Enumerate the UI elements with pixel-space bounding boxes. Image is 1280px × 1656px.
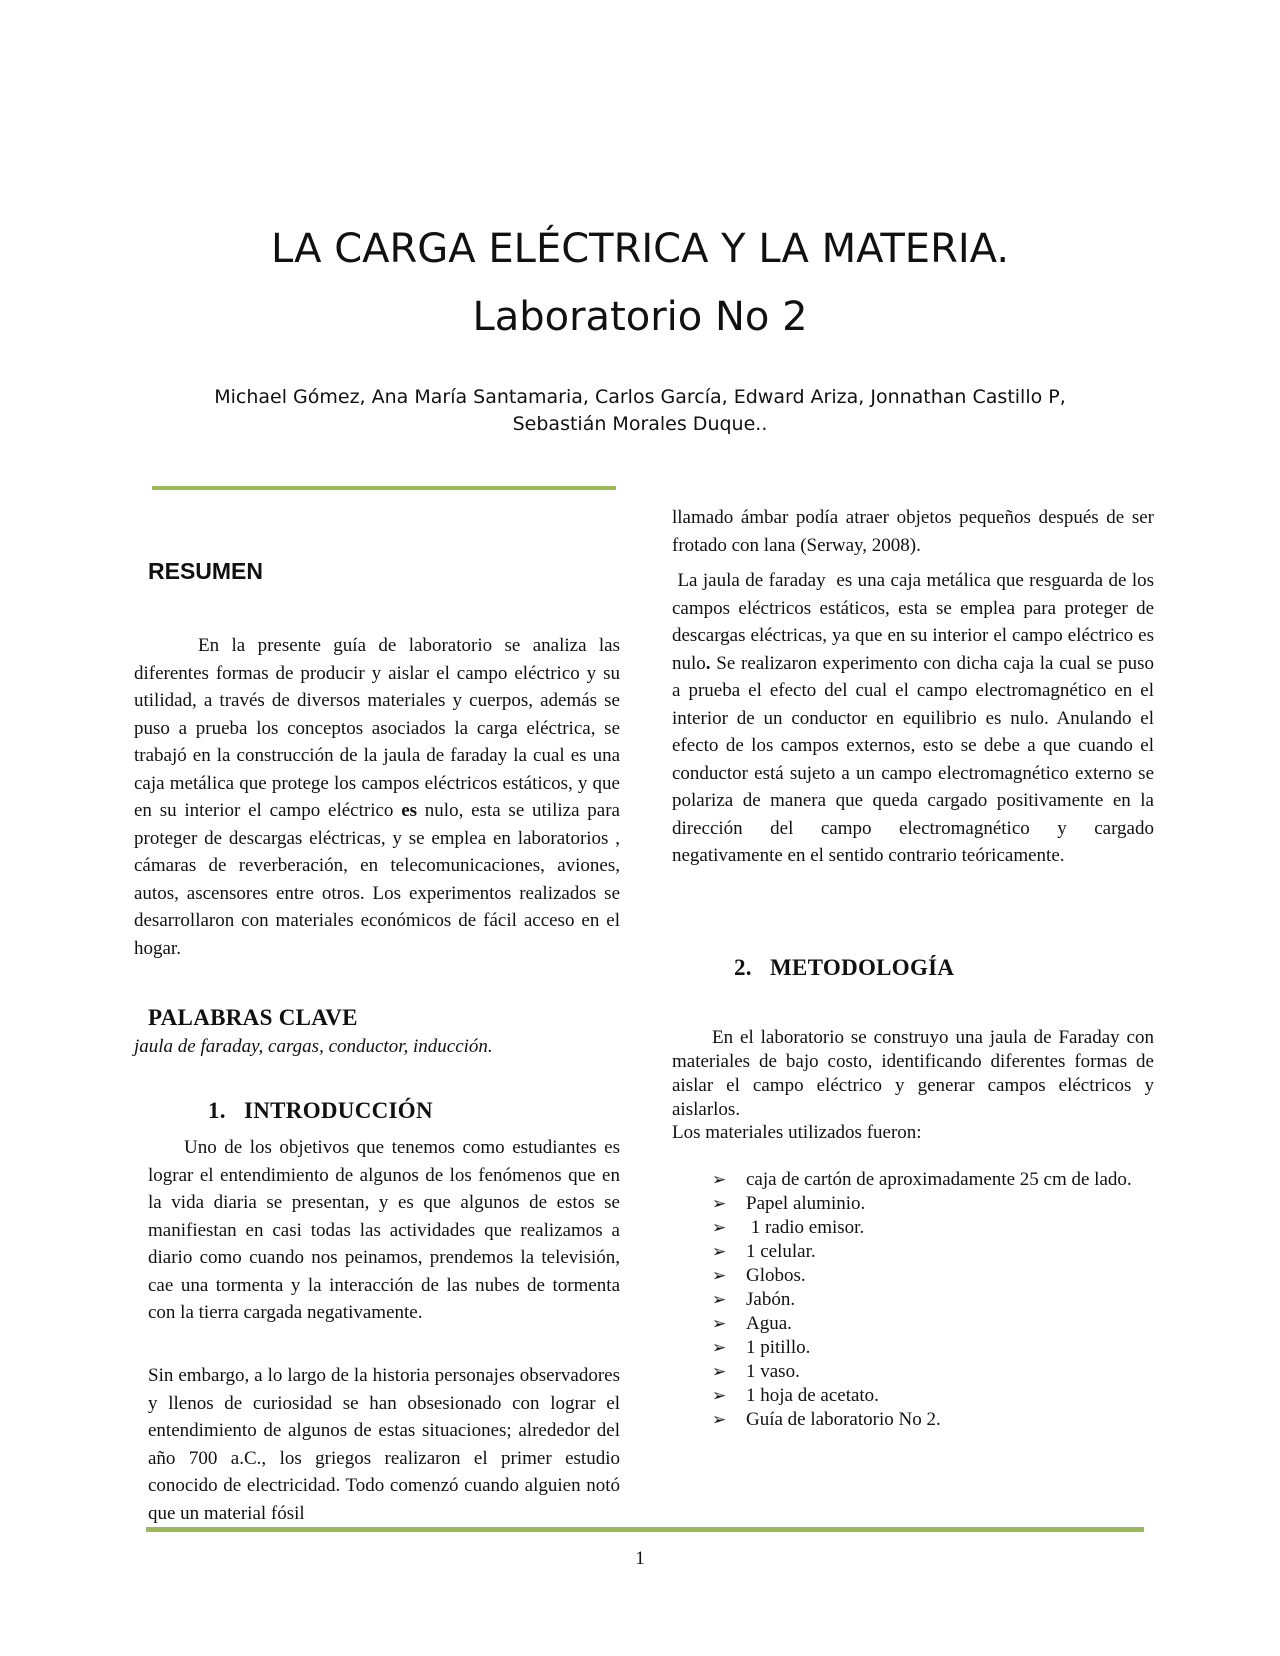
arrow-bullet-icon: ➢ (712, 1218, 727, 1237)
page-number: 1 (635, 1548, 645, 1569)
arrow-bullet-icon: ➢ (712, 1170, 727, 1189)
introduction-paragraph-1: Uno de los objetivos que tenemos como estudiantes es lograr el entendimiento de algunos de los fenómenos que en la vida diaria se presentan, y es que algunos de estos se manifiestan en casi todas las actividades que realizamos a diario como cuando nos peinamos, prendemos la televisión, cae una tormenta y la interacción de las nubes de tormenta con la tierra cargada negativamente. (148, 1137, 620, 1323)
materials-intro: Los materiales utilizados fueron: (672, 1122, 922, 1143)
introduction-paragraph-3-part-1: La jaula de faraday es una caja metálica que resguarda de los campos eléctricos estáticos, esta se emplea para proteger de descargas eléctricas, ya que en su interior el campo eléctrico es nulo (672, 570, 1159, 674)
authors-line-1: Michael Gómez, Ana María Santamaria, Carlos García, Edward Ariza, Jonnathan Castillo P, (214, 386, 1066, 408)
arrow-bullet-icon: ➢ (712, 1290, 727, 1309)
footer-divider (146, 1527, 1144, 1532)
authors-line-2: Sebastián Morales Duque.. (512, 413, 768, 435)
materials-list-item (712, 1384, 1154, 1408)
materials-list (712, 1168, 1154, 1432)
materials-list-item (712, 1360, 1154, 1384)
keywords-text: jaula de faraday, cargas, conductor, inducción. (134, 1036, 493, 1057)
arrow-bullet-icon: ➢ (712, 1362, 727, 1381)
abstract-text-bold: es (401, 800, 418, 821)
materials-list-item (712, 1216, 1154, 1240)
materials-item-text: Papel aluminio. (746, 1193, 866, 1214)
materials-list-item (712, 1336, 1154, 1360)
arrow-bullet-icon: ➢ (712, 1266, 727, 1285)
keywords-heading: PALABRAS CLAVE (148, 1005, 358, 1030)
abstract-text (134, 632, 620, 962)
materials-item-text: Jabón. (746, 1289, 796, 1310)
abstract-text-part-2: nulo, esta se utiliza para proteger de descargas eléctricas, y se emplea en laboratorios , cámaras de reverberación, en telecomunicaciones, aviones, autos, ascensores entre otros. Los experimentos realizados se desarrollaron con materiales económicos de fácil acceso en el hogar. (134, 800, 620, 959)
materials-list-item (712, 1408, 1154, 1432)
materials-item-text: 1 pitillo. (746, 1337, 811, 1358)
paper-subtitle: Laboratorio No 2 (472, 294, 808, 340)
header-divider (152, 486, 616, 490)
materials-item-text: Globos. (746, 1265, 806, 1286)
materials-item-text: Guía de laboratorio No 2. (746, 1409, 941, 1430)
materials-item-text: caja de cartón de aproximadamente 25 cm de lado. (746, 1169, 1132, 1190)
arrow-bullet-icon: ➢ (712, 1314, 727, 1333)
materials-list-item (712, 1168, 1154, 1192)
materials-list-item (712, 1240, 1154, 1264)
paper-title: LA CARGA ELÉCTRICA Y LA MATERIA. (270, 226, 1010, 272)
arrow-bullet-icon: ➢ (712, 1194, 727, 1213)
arrow-bullet-icon: ➢ (712, 1338, 727, 1357)
materials-item-text: 1 celular. (746, 1241, 816, 1262)
arrow-bullet-icon: ➢ (712, 1242, 727, 1261)
methodology-heading: 2. METODOLOGÍA (734, 955, 955, 980)
introduction-paragraph-3-part-2: Se realizaron experimento con dicha caja la cual se puso a prueba el efecto del cual el campo electromagnético en el interior de un conductor en equilibrio es nulo. Anulando el efecto de los campos externos, esto se debe a que cuando el conductor está sujeto a un campo electromagnético externo se polariza de manera que queda cargado positivamente en la dirección del campo electromagnético y cargado negativamente en el sentido contrario teóricamente. (672, 652, 1159, 866)
materials-item-text: 1 radio emisor. (746, 1217, 865, 1238)
introduction-paragraph-2-continued: llamado ámbar podía atraer objetos pequeños después de ser frotado con lana (Serway, 2008). (672, 507, 1154, 556)
arrow-bullet-icon: ➢ (712, 1386, 727, 1405)
materials-item-text: 1 hoja de acetato. (746, 1385, 879, 1406)
introduction-paragraph-3 (672, 567, 1159, 870)
introduction-paragraph-3-bold-dot: . (705, 652, 711, 674)
materials-list-item (712, 1192, 1154, 1216)
abstract-heading: RESUMEN (148, 558, 264, 584)
materials-item-text: 1 vaso. (746, 1361, 800, 1382)
materials-list-item (712, 1264, 1154, 1288)
introduction-heading: 1. INTRODUCCIÓN (208, 1098, 433, 1123)
materials-list-item (712, 1288, 1154, 1312)
materials-list-item (712, 1312, 1154, 1336)
abstract-text-part-1: En la presente guía de laboratorio se analiza las diferentes formas de producir y aislar el campo eléctrico y su utilidad, a través de diversos materiales y cuerpos, además se puso a prueba los conceptos asociados la carga eléctrica, se trabajó en la construcción de la jaula de faraday la cual es una caja metálica que protege los campos eléctricos estáticos, y que en su interior el campo eléctrico (134, 635, 620, 821)
materials-item-text: Agua. (746, 1313, 792, 1334)
methodology-paragraph: En el laboratorio se construyo una jaula de Faraday con materiales de bajo costo, identificando diferentes formas de aislar el campo eléctrico y generar campos eléctricos y aislarlos. (672, 1027, 1154, 1120)
author-list (150, 384, 1130, 438)
introduction-paragraph-2: Sin embargo, a lo largo de la historia personajes observadores y llenos de curiosidad se han obsesionado con lograr el entendimiento de algunos de estas situaciones; alrededor del año 700 a.C., los griegos realizaron el primer estudio conocido de electricidad. Todo comenzó cuando alguien notó que un material fósil (148, 1365, 620, 1524)
arrow-bullet-icon: ➢ (712, 1410, 727, 1429)
